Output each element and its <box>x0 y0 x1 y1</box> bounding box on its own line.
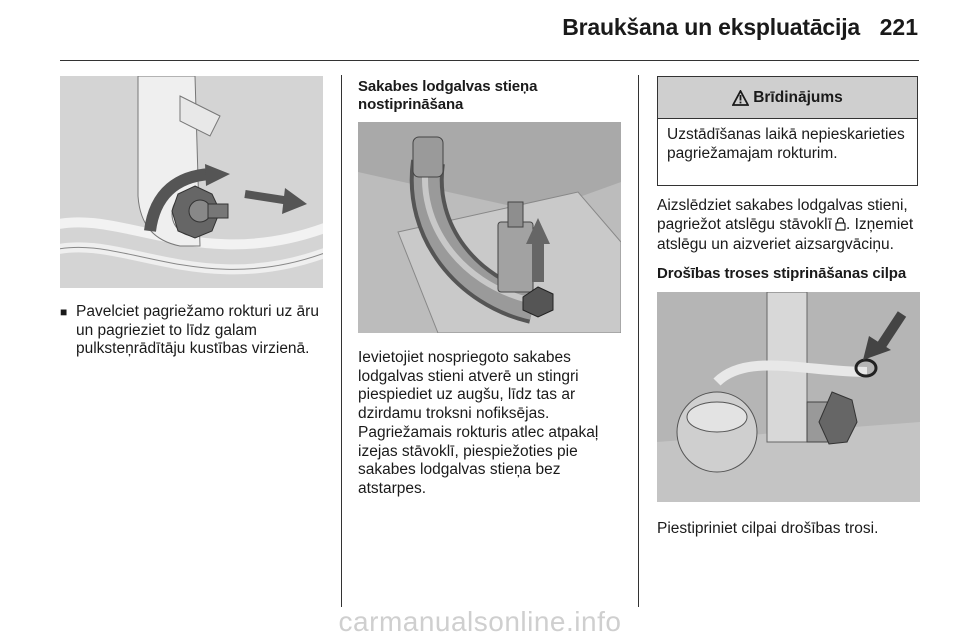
column-divider-2 <box>638 75 639 607</box>
paragraph-attach-cable: Piestipriniet cilpai drošības trosi. <box>657 520 879 537</box>
section-heading-tow-bar: Sakabes lodgalvas stieņa nostiprināšana <box>358 78 538 113</box>
warning-triangle-icon <box>732 90 749 106</box>
warning-box <box>657 76 918 186</box>
paragraph-insert-bar: Ievietojiet nospriegoto sakabes lodgalvas stieni atverē un stingri piespiediet uz augšu, līdz tas ar dzirdamu troksni nofiksējas. <box>358 349 579 422</box>
page-header-title: Braukšana un ekspluatācija <box>562 14 860 40</box>
column-divider-1 <box>341 75 342 607</box>
section-heading-safety-loop: Drošības troses stiprināšanas cilpa <box>657 265 907 282</box>
page-number: 221 <box>879 14 918 40</box>
bullet-mark: ■ <box>60 305 68 319</box>
figure-rotary-knob <box>60 76 323 288</box>
bullet-item <box>60 303 330 359</box>
figure-safety-cable-loop <box>657 292 920 502</box>
warning-header <box>658 77 917 119</box>
paragraph-knob-returns: Pagriežamais rokturis atlec atpakaļ izejas stāvoklī, piespiežoties pie sakabes lodgalvas stieņa bez atstarpes. <box>358 424 599 497</box>
watermark: carmanualsonline.info <box>338 606 622 637</box>
paragraph-lock-bar-start: Aizslēdziet sakabes lodgalvas stieni, pagriežot atslēgu stāvoklī <box>657 197 908 233</box>
warning-title: Brīdinājums <box>753 88 843 106</box>
figure-tow-bar-insert <box>358 122 621 333</box>
header-divider <box>60 60 919 61</box>
paragraph-lock-bar-end: . Izņemiet atslēgu un aizveriet aizsargvāciņu. <box>657 215 914 253</box>
paragraph-lock-bar <box>657 197 921 255</box>
lock-closed-icon <box>835 217 846 237</box>
bullet-text: Pavelciet pagriežamo rokturi uz āru un pagrieziet to līdz galam pulksteņrādītāju kustības virzienā. <box>76 303 319 357</box>
warning-text: Uzstādīšanas laikā nepieskarieties pagriežamajam rokturim. <box>667 126 905 162</box>
